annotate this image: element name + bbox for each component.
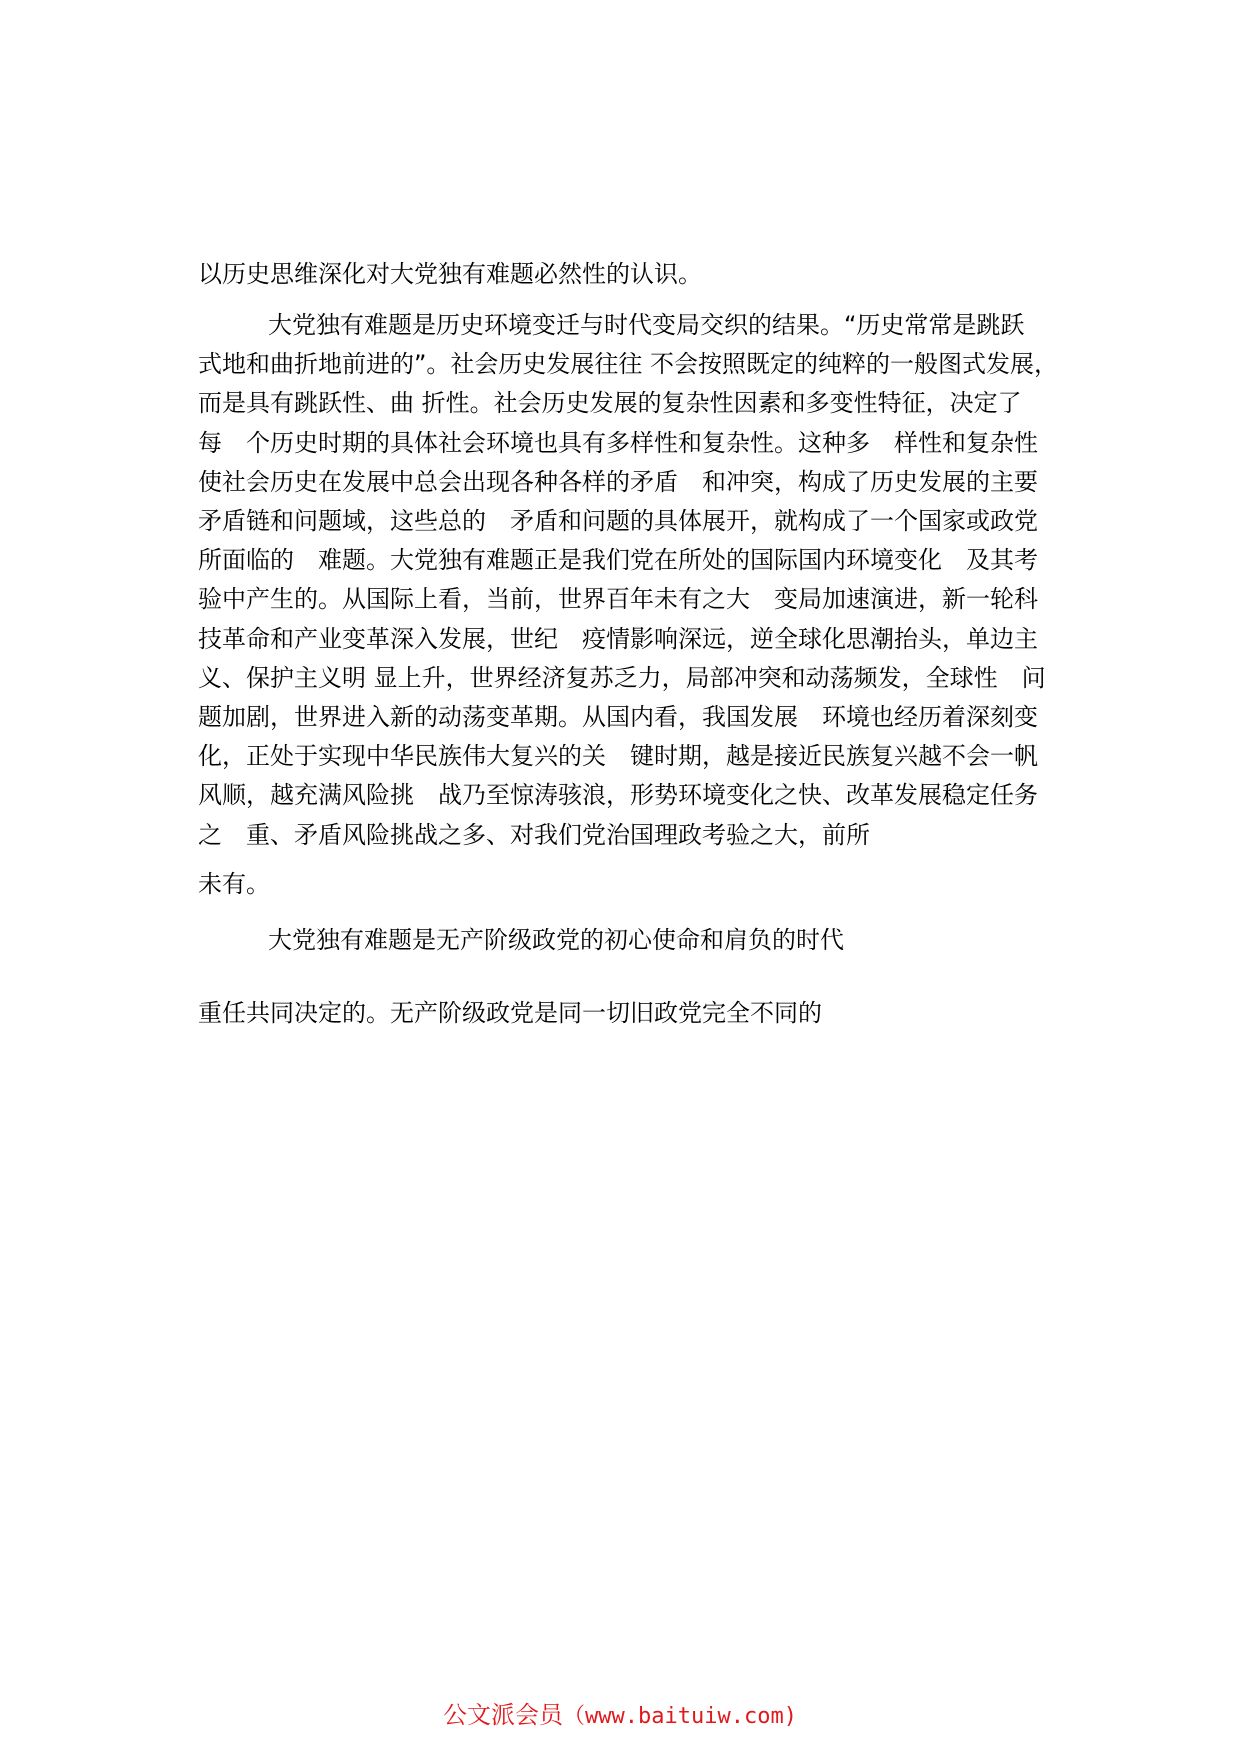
paragraph-line: 义、保护主义明 显上升，世界经济复苏乏力，局部冲突和动荡频发，全球性 问 xyxy=(198,663,1046,692)
paragraph-2: 大党独有难题是无产阶级政党的初心使命和肩负的时代 xyxy=(268,926,844,954)
footer-watermark xyxy=(0,1695,1240,1730)
paragraph-1 xyxy=(198,306,1082,855)
paragraph-line: 而是具有跳跃性、曲 折性。社会历史发展的复杂性因素和多变性特征，决定了 xyxy=(198,389,1022,418)
paragraph-line: 每 个历史时期的具体社会环境也具有多样性和复杂性。这种多 样性和复杂性 xyxy=(198,428,1038,457)
paragraph-2-tail: 重任共同决定的。无产阶级政党是同一切旧政党完全不同的 xyxy=(198,999,822,1027)
paragraph-line: 使社会历史在发展中总会出现各种各样的矛盾 和冲突，构成了历史发展的主要 xyxy=(198,467,1038,496)
paragraph-line: 验中产生的。从国际上看，当前，世界百年未有之大 变局加速演进，新一轮科 xyxy=(198,585,1038,614)
paragraph-line: 化，正处于实现中华民族伟大复兴的关 键时期，越是接近民族复兴越不会一帆 xyxy=(198,742,1038,771)
paragraph-line: 题加剧，世界进入新的动荡变革期。从国内看，我国发展 环境也经历着深刻变 xyxy=(198,703,1038,732)
footer-brand: 公文派会员 xyxy=(443,1701,564,1729)
paragraph-line: 之 重、矛盾风险挑战之多、对我们党治国理政考验之大，前所 xyxy=(198,820,870,849)
paragraph-line: 技革命和产业变革深入发展，世纪 疫情影响深远，逆全球化思潮抬头，单边主 xyxy=(198,624,1038,653)
paragraph-1-tail: 未有。 xyxy=(198,870,270,898)
paragraph-line: 所面临的 难题。大党独有难题正是我们党在所处的国际国内环境变化 及其考 xyxy=(198,546,1038,575)
paragraph-line: 式地和曲折地前进的”。社会历史发展往往 不会按照既定的纯粹的一般图式发展， xyxy=(198,350,1059,379)
footer-url: （www.baituiw.com) xyxy=(563,1704,797,1729)
paragraph-line: 风顺，越充满风险挑 战乃至惊涛骇浪，形势环境变化之快、改革发展稳定任务 xyxy=(198,781,1038,810)
section-heading: 以历史思维深化对大党独有难题必然性的认识。 xyxy=(198,260,702,288)
paragraph-line: 矛盾链和问题域，这些总的 矛盾和问题的具体展开，就构成了一个国家或政党 xyxy=(198,507,1038,536)
paragraph-line: 大党独有难题是历史环境变迁与时代变局交织的结果。“历史常常是跳跃 xyxy=(268,311,1025,339)
